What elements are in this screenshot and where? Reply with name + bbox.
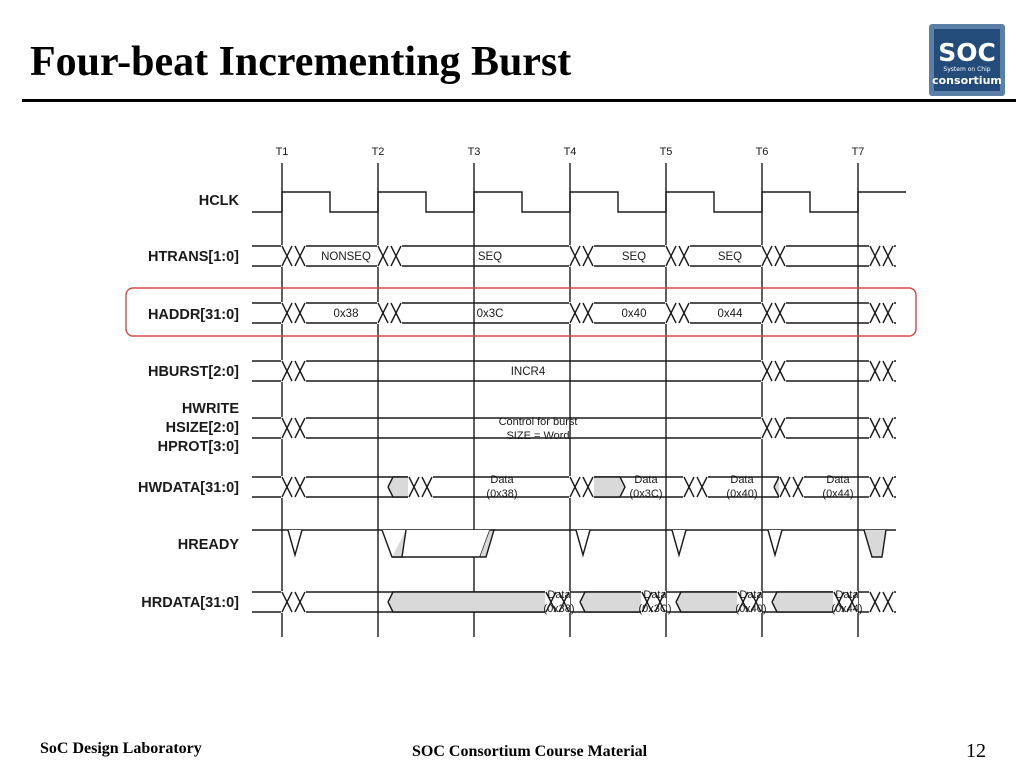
control-wave <box>281 417 306 439</box>
logo-bottom-text: consortium <box>932 74 1002 87</box>
htrans-wave <box>665 245 690 267</box>
htrans-wave <box>377 245 402 267</box>
hrdata-value-line2: (0x3C) <box>638 603 672 615</box>
hrdata-wave <box>772 592 839 612</box>
signal-label-hburst: HBURST[2:0] <box>147 364 239 380</box>
htrans-value: NONSEQ <box>321 251 371 263</box>
hwdata-wave <box>683 476 708 498</box>
signal-label-hready: HREADY <box>177 537 239 553</box>
signal-label-hsize: HSIZE[2:0] <box>165 420 239 436</box>
control-value-line2: SIZE = Word <box>506 430 570 442</box>
htrans-wave <box>869 245 894 267</box>
hrdata-wave <box>580 592 647 612</box>
hrdata-wave <box>869 591 894 613</box>
hrdata-wave <box>388 592 551 612</box>
hwdata-wave <box>569 476 594 498</box>
hrdata-value-line1: Data <box>739 589 763 601</box>
signal-label-haddr: HADDR[31:0] <box>147 307 239 323</box>
hwdata-value-line2: (0x40) <box>726 488 758 500</box>
control-wave <box>869 417 894 439</box>
htrans-value: SEQ <box>621 251 647 263</box>
htrans-wave <box>569 245 594 267</box>
signal-label-hprot: HPROT[3:0] <box>157 439 239 455</box>
hburst-wave <box>761 360 786 382</box>
hwdata-value-line1: Data <box>730 474 754 486</box>
slide-title: Four-beat Incrementing Burst <box>30 39 572 85</box>
hwdata-value-line1: Data <box>826 474 850 486</box>
haddr-wave <box>869 302 894 324</box>
clock-label: T7 <box>851 146 865 158</box>
clock-label: T5 <box>659 146 673 158</box>
control-value-line1: Control for burst <box>498 416 578 428</box>
hwdata-value-line2: (0x38) <box>486 488 518 500</box>
logo-main-text: SOC <box>938 38 996 67</box>
hrdata-wave <box>281 591 306 613</box>
haddr-value: 0x40 <box>621 308 647 320</box>
htrans-wave <box>281 245 306 267</box>
signal-label-hwrite: HWRITE <box>181 401 239 417</box>
hrdata-value-line1: Data <box>643 589 667 601</box>
hready-wave <box>864 530 886 557</box>
hburst-value: INCR4 <box>510 366 546 378</box>
haddr-value: 0x3C <box>476 308 504 320</box>
haddr-wave <box>281 302 306 324</box>
hready-wave <box>288 530 302 555</box>
hready-wave <box>768 530 782 555</box>
haddr-wave <box>569 302 594 324</box>
clock-label: T2 <box>371 146 385 158</box>
hready-wave <box>672 530 686 555</box>
logo-sub-text: System on Chip <box>943 66 991 73</box>
hrdata-value-line2: (0x40) <box>735 603 767 615</box>
signal-label-htrans: HTRANS[1:0] <box>147 249 239 265</box>
clock-label: T6 <box>755 146 769 158</box>
haddr-wave <box>665 302 690 324</box>
hwdata-value-line2: (0x44) <box>822 488 854 500</box>
clock-label: T1 <box>275 146 289 158</box>
hburst-wave <box>281 360 306 382</box>
hwdata-value-line2: (0x3C) <box>629 488 663 500</box>
haddr-wave <box>377 302 402 324</box>
hwdata-wave <box>281 476 306 498</box>
footer-lab-name: SoC Design Laboratory <box>40 740 202 757</box>
haddr-highlight-box <box>126 288 916 336</box>
control-wave <box>761 417 786 439</box>
hwdata-value-line1: Data <box>634 474 658 486</box>
hburst-wave <box>869 360 894 382</box>
signal-label-hwdata: HWDATA[31:0] <box>138 480 239 496</box>
htrans-value: SEQ <box>477 251 503 263</box>
hwdata-wave <box>408 476 433 498</box>
hwdata-wave <box>779 476 804 498</box>
hwdata-wave <box>869 476 894 498</box>
haddr-wave <box>761 302 786 324</box>
hready-wave <box>576 530 590 555</box>
hclk-wave <box>282 192 906 212</box>
hrdata-value-line1: Data <box>547 589 571 601</box>
haddr-value: 0x38 <box>333 308 359 320</box>
hrdata-value-line2: (0x38) <box>543 603 575 615</box>
clock-label: T4 <box>563 146 577 158</box>
hrdata-value-line1: Data <box>835 589 859 601</box>
hwdata-value-line1: Data <box>490 474 514 486</box>
htrans-value: SEQ <box>717 251 743 263</box>
haddr-value: 0x44 <box>717 308 743 320</box>
hrdata-value-line2: (0x44) <box>831 603 863 615</box>
hrdata-wave <box>676 592 743 612</box>
clock-label: T3 <box>467 146 481 158</box>
signal-label-hrdata: HRDATA[31:0] <box>141 595 239 611</box>
page-number: 12 <box>966 740 986 762</box>
footer-course-material: SOC Consortium Course Material <box>412 743 648 760</box>
signal-label-hclk: HCLK <box>198 193 239 209</box>
htrans-wave <box>761 245 786 267</box>
